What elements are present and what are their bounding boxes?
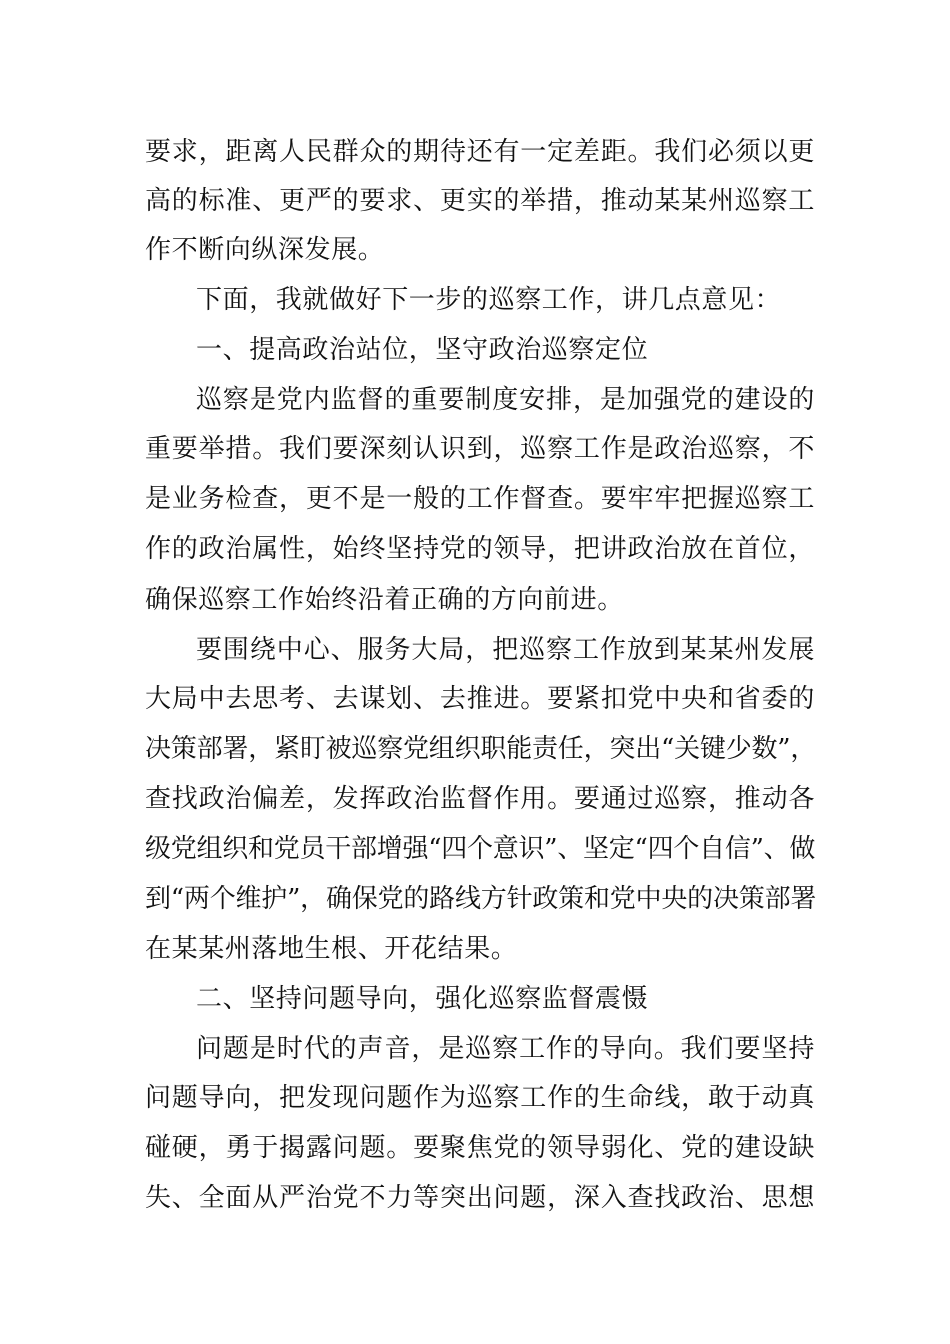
body-text-line: 要围绕中心、服务大局，把巡察工作放到某某州发展 — [196, 635, 815, 665]
body-text-line: 要求，距离人民群众的期待还有一定差距。我们必须以更 — [145, 137, 815, 167]
body-text-line: 高的标准、更严的要求、更实的举措，推动某某州巡察工 — [145, 186, 815, 216]
body-text-line: 到“两个维护”，确保党的路线方针政策和党中央的决策部署 — [145, 884, 817, 914]
body-text-line: 作不断向纵深发展。 — [145, 235, 385, 265]
body-text-line: 在某某州落地生根、开花结果。 — [145, 934, 518, 964]
body-text-line: 巡察是党内监督的重要制度安排，是加强党的建设的 — [196, 385, 815, 415]
section-heading: 一、提高政治站位，坚守政治巡察定位 — [196, 335, 649, 365]
body-text-line: 作的政治属性，始终坚持党的领导，把讲政治放在首位， — [145, 534, 815, 564]
body-text-line: 确保巡察工作始终沿着正确的方向前进。 — [145, 585, 624, 615]
body-text-line: 级党组织和党员干部增强“四个意识”、坚定“四个自信”、做 — [145, 834, 815, 864]
body-text-line: 碰硬，勇于揭露问题。要聚焦党的领导弱化、党的建设缺 — [145, 1133, 815, 1163]
body-text-line: 问题导向，把发现问题作为巡察工作的生命线，敢于动真 — [145, 1083, 815, 1113]
body-text-line: 决策部署，紧盯被巡察党组织职能责任，突出“关键少数”， — [145, 734, 817, 764]
section-heading: 二、坚持问题导向，强化巡察监督震慑 — [196, 984, 649, 1014]
body-text-line: 失、全面从严治党不力等突出问题，深入查找政治、思想 — [145, 1183, 815, 1213]
body-text-line: 查找政治偏差，发挥政治监督作用。要通过巡察，推动各 — [145, 784, 815, 814]
body-text-line: 问题是时代的声音，是巡察工作的导向。我们要坚持 — [196, 1034, 815, 1064]
body-text-line: 是业务检查，更不是一般的工作督查。要牢牢把握巡察工 — [145, 484, 815, 514]
body-text-line: 下面，我就做好下一步的巡察工作，讲几点意见： — [196, 285, 782, 315]
body-text-line: 大局中去思考、去谋划、去推进。要紧扣党中央和省委的 — [145, 684, 815, 714]
body-text-line: 重要举措。我们要深刻认识到，巡察工作是政治巡察，不 — [145, 434, 815, 464]
